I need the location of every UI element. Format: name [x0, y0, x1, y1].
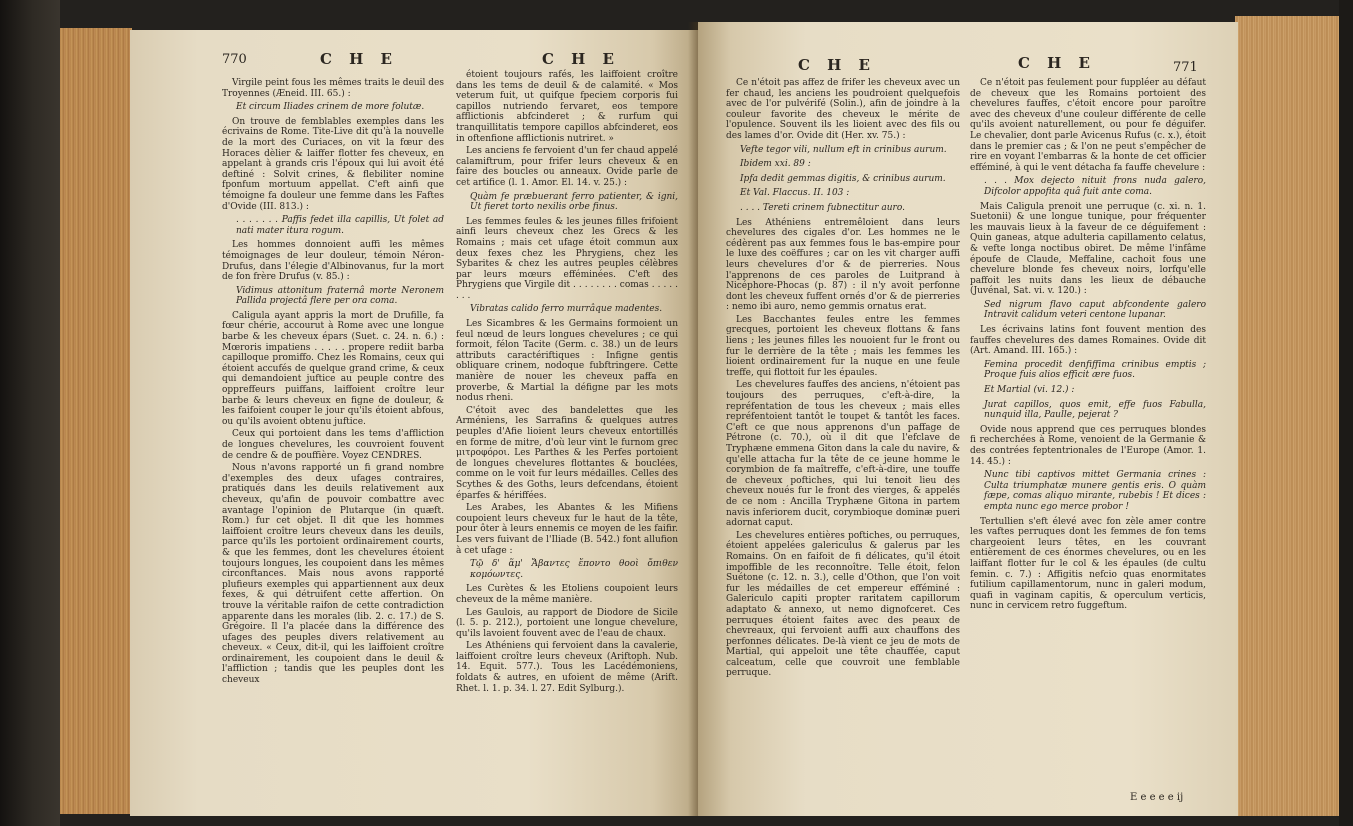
paragraph: Ovide nous apprend que ces perruques blondes fi recherchées à Rome, venoient de la Germanie & des contrées feptentrionales de l'Europe (Amor. 1. 14. 45.) :: [970, 424, 1206, 467]
paragraph: Mais Caligula prenoit une perruque (c. xi. n. 1. Suetonii) & une longue tunique, pour fréquenter les mauvais lieux à la faveur de ce déguifement : Quin ganeas, atque adulteria capillamento celatus, & vefte longa noctibus obiret. De même l'infâme époufe de Claude, Meffaline, cachoit fous une chevelure blonde fes cheveux noirs, lorfqu'elle paffoit les nuits dans les lieux de débauche (Juvénal, Sat. vi. v. 120.) :: [970, 201, 1206, 297]
left-page-header-2: C H E: [542, 50, 620, 68]
verse: Quàm fe præbuerant ferro patienter, & igni, Ut fieret torto nexilis orbe finus.: [470, 191, 678, 213]
page-edges-left: [60, 28, 132, 814]
paragraph: Les anciens fe fervoient d'un fer chaud appelé calamiftrum, pour frifer leurs cheveux & en faire des boucles ou anneaux. Ovide parle de cet artifice (l. 1. Amor. El. 14. v. 25.) :: [456, 146, 678, 188]
right-column-2: [970, 78, 1206, 784]
verse: Nunc tibi captivos mittet Germania crines : Culta triumphatæ munere gentis eris. O quàm fæpe, comas aliquo mirante, rubebis ! Et dices : empta nunc ego merce probor !: [984, 470, 1206, 512]
paragraph: On trouve de femblables exemples dans les écrivains de Rome. Tite-Live dit qu'à la nouvelle de la mort des Curiaces, on vit la fœur des Horaces dèlier & laiffer flotter fes cheveux, en appelant à grands cris l'époux qui lui avoit été deftiné : Solvit crines, & flebiliter nomine fponfum mortuum appellat. C'eft ainfi que témoigne fa douleur une femme dans les Faftes d'Ovide (III. 813.) :: [222, 116, 444, 212]
book-spine-left: [0, 0, 60, 826]
left-column-2: [456, 70, 678, 808]
left-column-1: [222, 78, 444, 808]
paragraph: Les hommes donnoient auffi les mêmes témoignages de leur douleur, témoin Néron-Drufus, dans l'élegie d'Albinovanus, fur la mort de fon frère Drufus (v. 85.) :: [222, 240, 444, 283]
paragraph: Les Bacchantes feules entre les femmes grecques, portoient les cheveux flottans & fans liens ; les jeunes filles les nouoient fur le front ou fur le derrière de la tête ; mais les femmes les lioient ordinairement fur la nuque en une feule treffe, qui flottoit fur les épaules.: [726, 314, 960, 378]
verse: Sed nigrum flavo caput abfcondente galero Intravit calidum veteri centone lupanar.: [984, 299, 1206, 321]
verse: Vibratas calido ferro murrâque madentes.: [470, 304, 663, 315]
verse: . . . . . . . Paffis fedet illa capillis, Ut folet ad nati mater itura rogum.: [236, 215, 444, 236]
verse: Vefte tegor vili, nullum eft in crinibus aurum.: [740, 144, 947, 155]
verse: . . . . Tereti crinem fubnectitur auro.: [740, 202, 905, 213]
verse: Femina procedit denfiffima crinibus emptis ; Proque fuis alios efficit ære fuos.: [984, 359, 1206, 381]
paragraph: Ce n'étoit pas affez de frifer les cheveux avec un fer chaud, les anciens les poudroient quelquefois avec de l'or pulvérifé (Solin.), afin de joindre à la couleur favorite des cheveux le mérite de l'opulence. Souvent ils les lioient avec des fils ou des lames d'or. Ovide dit (Her. xv. 75.) :: [726, 78, 960, 141]
paragraph: Les Athéniens entremêloient dans leurs chevelures des cigales d'or. Les hommes ne le cédèrent pas aux femmes fous le bas-empire pour le luxe des coëffures ; car on les vit charger auffi leurs chevelures d'or & de pierreries. Nous l'apprenons de ces paroles de Luitprand à Nicéphore-Phocas (p. 87) : il n'y avoit perfonne dont les cheveux fuffent ornés d'or & de pierreries : nemo ibi auro, nemo gemmis ornatus erat.: [726, 217, 960, 313]
paragraph: Ceux qui portoient dans les tems d'affliction de longues chevelures, les couvroient fouvent de cendre & de pouffière. Voyez CENDRES.: [222, 429, 444, 461]
paragraph: Les Curètes & les Etoliens coupoient leurs cheveux de la même manière.: [456, 584, 678, 605]
left-page-number: 770: [222, 52, 247, 67]
verse: Ibidem xxi. 89 :: [740, 159, 811, 170]
verse: . . . Mox dejecto nituit frons nuda galero, Difcolor appofita quâ fuit ante coma.: [984, 176, 1206, 197]
paragraph: Les Athéniens qui fervoient dans la cavalerie, laiffoient croître leurs cheveux (Ariftoph. Nub. 14. Equit. 577.). Tous les Lacédémoniens, foldats & autres, en ufoient de même (Arift. Rhet. l. 1. p. 34. l. 27. Edit Sylburg.).: [456, 641, 678, 694]
verse: Ipfa dedit gemmas digitis, & crinibus aurum.: [740, 173, 946, 184]
paragraph: C'étoit avec des bandelettes que les Arméniens, les Sarrafins & quelques autres peuples d'Afie lioient leurs cheveux entortillés en forme de mitre, d'où leur vint le furnom grec μιτροφόροι. Les Parthes & les Perfes portoient de longues chevelures flottantes & bouclées, comme on le voit fur leurs médailles. Celles des Scythes & des Goths, leurs defcendans, étoient éparfes & hériffées.: [456, 405, 678, 501]
paragraph: Les Sicambres & les Germains formoient un feul nœud de leurs longues chevelures ; ce qui formoit, félon Tacite (Germ. c. 38.) un de leurs attributs caractériftiques : Infigne gentis obliquare crinem, nodoque fubftringere. Cette manière de nouer les cheveux paffa en proverbe, & Martial la défigne par les mots nodus rheni.: [456, 319, 678, 404]
verse: Et circum Iliades crinem de more folutæ.: [236, 102, 425, 113]
verse: Et Martial (vi. 12.) :: [984, 385, 1075, 396]
paragraph: Tertullien s'eft élevé avec fon zèle amer contre les vaftes perruques dont les femmes de fon tems chargeoient leurs têtes, en les couvrant entièrement de ces énormes chevelures, ou en les laiffant flotter fur le col & les épaules (de cultu femin. c. 7.) : Affigitis nefcio quas enormitates futilium capillamentorum, nunc in galeri modum, quafi in vaginam capitis, & operculum verticis, nunc in cervicem retro fuggeftum.: [970, 516, 1206, 612]
paragraph: Les Gaulois, au rapport de Diodore de Sicile (l. 5. p. 212.), portoient une longue chevelure, qu'ils lavoient fouvent avec de l'eau de chaux.: [456, 607, 678, 639]
verse: Et Val. Flaccus. II. 103 :: [740, 188, 850, 199]
paragraph: étoient toujours rafés, les laiffoient croître dans les tems de deuil & de calamité. « Mos veterum fuit, ut quifque fpeciem corporis fui capillos nutriendo fervaret, eos tempore afflictionis abfcinderet ; & rurfum qui tranquillitatis tempore capillos abfcinderet, eos in oftenfione afflictionis nutriret. »: [456, 70, 678, 144]
paragraph: Les chevelures entières poftiches, ou perruques, étoient appelées galericulus & galerus par les Romains. On en faifoit de fi délicates, qu'il étoit impoffible de les reconnoître. Telle étoit, felon Suétone (c. 12. n. 3.), celle d'Othon, que l'on voit fur les médailles de cet empereur efféminé : Galericulo capiti propter raritatem capillorum adaptato & annexo, ut nemo dignofceret. Ces perruques étoient faites avec des peaux de chevreaux, qui fervoient auffi aux chauffons des perfonnes délicates. De-là vient ce jeu de mots de Martial, qui appeloit une tête chauffée, caput calceatum, celle que couvroit une femblable perruque.: [726, 530, 960, 679]
page-edges-right: [1235, 16, 1339, 816]
book-spine-right: [1339, 0, 1353, 826]
paragraph: Les écrivains latins font fouvent mention des fauffes chevelures des dames Romaines. Ovide dit (Art. Amand. III. 165.) :: [970, 325, 1206, 357]
paragraph: Caligula ayant appris la mort de Drufille, fa fœur chérie, accourut à Rome avec une longue barbe & les cheveux épars (Suet. c. 24. n. 6.) : Mœroris impatiens . . . . . propere rediit barba capilloque promiffo. Chez les Romains, ceux qui étoient accufés de quelque grand crime, & ceux qui demandoient juftice au peuple contre des oppreffeurs puiffans, laiffoient croître leur barbe & leurs cheveux en figne de douleur, & les faifoient couper le jour qu'ils étoient abfous, ou qu'ils avoient obtenu juftice.: [222, 310, 444, 427]
paragraph: Nous n'avons rapporté un fi grand nombre d'exemples des deux ufages contraires, pratiqués dans les deuils relativement aux cheveux, qu'afin de pouvoir combattre avec avantage l'opinion de Plutarque (in quæft. Rom.) fur cet objet. Il dit que les hommes laiffoient croître leurs cheveux dans les deuils, parce qu'ils les portoient ordinairement courts, & que les femmes, dont les chevelures étoient toujours longues, les coupoient dans les mêmes circonftances. Mais nous avons rapporté plufieurs exemples qui appartiennent aux deux fexes, & qui détruifent cette affertion. On trouve la véritable raifon de cette contradiction apparente dans les morales (lib. 2. c. 17.) de S. Grégoire. Il l'a placée dans la différence des ufages des peuples divers relativement au cheveux. « Ceux, dit-il, qui les laiffoient croître ordinairement, les coupoient dans le deuil & l'affliction ; tandis que les peuples dont les cheveux: [222, 463, 444, 686]
right-page: [698, 22, 1238, 816]
paragraph: Les femmes feules & les jeunes filles frifoient ainfi leurs cheveux chez les Grecs & les Romains ; mais cet ufage étoit commun aux deux fexes chez les Phrygiens, chez les Sybarites & chez les autres peuples célèbres par leurs mœurs efféminées. C'eft des Phrygiens que Virgile dit . . . . . . . . comas . . . . . . . .: [456, 216, 678, 301]
paragraph: Ce n'étoit pas feulement pour fuppléer au défaut de cheveux que les Romains portoient des chevelures fauffes, c'étoit encore pour paroître avec des cheveux d'une couleur différente de celle qu'ils avoient naturellement, ou pour fe déguifer. Le chevalier, dont parle Avicenus Rufus (c. x.), étoit dans le premier cas ; & l'on ne peut s'empêcher de rire en voyant l'embarras & la honte de cet officier efféminé, à qui le vent détacha fa fauffe chevelure :: [970, 78, 1206, 173]
greek-verse: Τῷ δ' ἅμ' Ἄβαντες ἕποντο θοοὶ ὄπιθεν κομόωντες.: [470, 559, 678, 580]
left-page-header: C H E: [320, 50, 398, 68]
right-column-1: [726, 78, 960, 798]
paragraph: Les chevelures fauffes des anciens, n'étoient pas toujours des perruques, c'eft-à-dire, la repréfentation de tous les cheveux ; mais elles repréfentoient tantôt le toupet & tantôt les faces. C'eft ce que nous apprenons d'un paffage de Pétrone (c. 70.), où il dit que l'efclave de Tryphæne emmena Giton dans la cale du navire, & qu'elle attacha fur la tête de ce jeune homme le corymbion de fa maîtreffe, c'eft-à-dire, une touffe de cheveux poftiches, qui lui tenoit lieu des cheveux noués fur le front des vierges, & appelés de ce nom : Ancilla Tryphæne Gitona in partem navis inferiorem ducit, corymbioque dominæ pueri adornat caput.: [726, 380, 960, 529]
signature-mark: E e e e e ij: [1130, 792, 1184, 803]
paragraph: Virgile peint fous les mêmes traits le deuil des Troyennes (Æneid. III. 65.) :: [222, 78, 444, 99]
right-page-header: C H E: [798, 56, 876, 74]
right-page-number: 771: [1173, 60, 1198, 75]
verse: Vidimus attonitum fraternâ morte Neronem Pallida projectâ flere per ora coma.: [236, 285, 444, 307]
verse: Jurat capillos, quos emit, effe fuos Fabulla, nunquid illa, Paulle, pejerat ?: [984, 399, 1206, 421]
left-page: [130, 30, 698, 816]
paragraph: Les Arabes, les Abantes & les Mifiens coupoient leurs cheveux fur le haut de la tête, pour ôter à leurs ennemis ce moyen de les faifir. Les vers fuivant de l'Iliade (B. 542.) font allufion à cet ufage :: [456, 503, 678, 556]
right-page-header-2: C H E: [1018, 54, 1096, 72]
